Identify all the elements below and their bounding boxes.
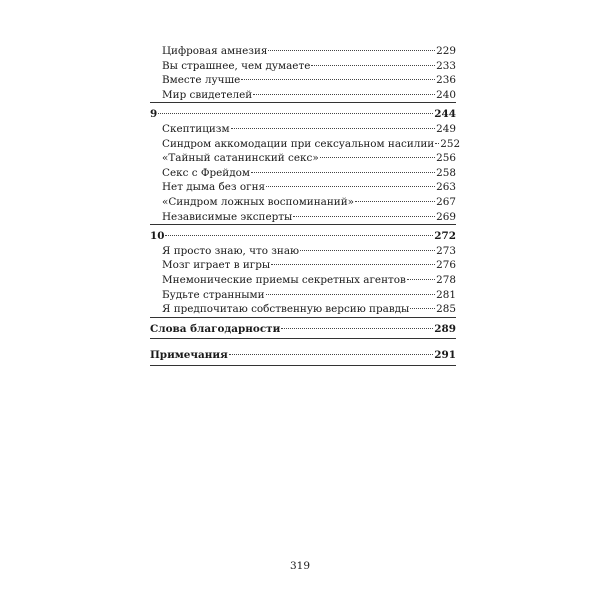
dot-leader xyxy=(410,308,435,309)
toc-entry-page: 252 xyxy=(440,137,461,150)
toc-entry[interactable] xyxy=(150,151,456,166)
toc-entry[interactable] xyxy=(150,273,456,288)
toc-entry-title: Синдром аккомодации при сексуальном насилии xyxy=(162,137,435,150)
toc-chapter-10[interactable] xyxy=(150,229,456,244)
chapter-page: 244 xyxy=(434,108,456,121)
dot-leader xyxy=(300,250,435,251)
dot-leader xyxy=(251,172,435,173)
toc-entry-title: Будьте странными xyxy=(162,288,265,301)
toc-entry-title: Секс с Фрейдом xyxy=(162,166,250,179)
page-number: 319 xyxy=(289,560,311,572)
toc-entry[interactable] xyxy=(150,244,456,259)
toc-entry[interactable] xyxy=(150,258,456,273)
toc-entry-title: Я предпочитаю собственную версию правды xyxy=(162,303,410,316)
toc-entry-page: 249 xyxy=(436,122,456,135)
toc-entry-page: 267 xyxy=(436,195,456,208)
toc-entry[interactable] xyxy=(150,195,456,210)
dot-leader xyxy=(266,186,435,187)
dot-leader xyxy=(231,128,436,129)
toc-entry-title: Цифровая амнезия xyxy=(162,45,268,57)
toc-entry[interactable] xyxy=(150,210,456,225)
toc-entry-page: 236 xyxy=(436,74,456,87)
dot-leader xyxy=(266,294,436,295)
toc-entry-title: Мнемонические приемы секретных агентов xyxy=(162,273,406,286)
toc-entry-title: Независимые эксперты xyxy=(162,210,293,223)
dot-leader xyxy=(253,94,435,95)
section-divider xyxy=(150,224,456,225)
toc-entry-title: Мир свидетелей xyxy=(162,88,253,101)
toc-section-2 xyxy=(150,122,461,224)
toc-entry[interactable] xyxy=(150,137,461,152)
table-of-contents xyxy=(150,44,461,366)
section-divider xyxy=(150,102,456,103)
toc-entry-page: 285 xyxy=(436,303,456,316)
notes-title: Примечания xyxy=(150,349,228,362)
toc-entry-page: 256 xyxy=(436,152,456,165)
dot-leader xyxy=(241,79,435,80)
dot-leader xyxy=(271,264,435,265)
dot-leader xyxy=(320,157,435,158)
chapter-title: 9 xyxy=(150,108,158,121)
toc-entry[interactable] xyxy=(150,288,456,303)
section-divider xyxy=(150,317,456,318)
dot-leader xyxy=(435,143,439,144)
toc-acknowledgements[interactable] xyxy=(150,322,456,337)
dot-leader xyxy=(293,216,435,217)
toc-entry-title: Нет дыма без огня xyxy=(162,181,266,194)
dot-leader xyxy=(281,328,433,329)
toc-chapter-9[interactable] xyxy=(150,107,456,122)
toc-entry-page: 276 xyxy=(436,259,456,272)
toc-entry[interactable] xyxy=(150,73,456,88)
toc-entry[interactable] xyxy=(150,59,456,74)
toc-entry-title: «Тайный сатанинский секс» xyxy=(162,152,319,165)
dot-leader xyxy=(165,235,433,236)
notes-page: 291 xyxy=(434,349,456,362)
dot-leader xyxy=(407,279,435,280)
section-divider xyxy=(150,338,456,339)
toc-entry-page: 240 xyxy=(436,88,456,101)
acknowledgements-page: 289 xyxy=(434,322,456,335)
toc-entry-page: 273 xyxy=(436,244,456,257)
toc-entry-title: Вы страшнее, чем думаете xyxy=(162,59,311,72)
toc-entry[interactable] xyxy=(150,88,456,103)
toc-entry-page: 258 xyxy=(436,166,456,179)
toc-entry-page: 281 xyxy=(436,288,456,301)
toc-entry-title: Скептицизм xyxy=(162,122,230,135)
dot-leader xyxy=(268,50,435,51)
chapter-page: 272 xyxy=(434,230,456,243)
toc-entry-page: 233 xyxy=(436,59,456,72)
dot-leader xyxy=(229,354,434,355)
section-divider xyxy=(150,365,456,366)
toc-entry[interactable] xyxy=(150,302,456,317)
toc-entry-title: Мозг играет в игры xyxy=(162,259,271,272)
toc-entry-page: 263 xyxy=(436,181,456,194)
toc-section-3 xyxy=(150,244,456,317)
toc-entry-page: 229 xyxy=(436,45,456,57)
dot-leader xyxy=(158,113,433,114)
chapter-title: 10 xyxy=(150,230,165,243)
toc-entry[interactable] xyxy=(150,122,456,137)
toc-entry-title: Я просто знаю, что знаю xyxy=(162,244,300,257)
toc-notes[interactable] xyxy=(150,348,456,363)
dot-leader xyxy=(355,201,435,202)
toc-entry-page: 269 xyxy=(436,210,456,223)
toc-entry-title: Вместе лучше xyxy=(162,74,241,87)
toc-entry-page: 278 xyxy=(436,273,456,286)
acknowledgements-title: Слова благодарности xyxy=(150,322,281,335)
toc-section-1 xyxy=(150,44,456,102)
toc-entry-title: «Синдром ложных воспоминаний» xyxy=(162,195,354,208)
toc-entry[interactable] xyxy=(150,44,456,59)
toc-entry[interactable] xyxy=(150,166,456,181)
dot-leader xyxy=(311,65,435,66)
toc-entry[interactable] xyxy=(150,180,456,195)
